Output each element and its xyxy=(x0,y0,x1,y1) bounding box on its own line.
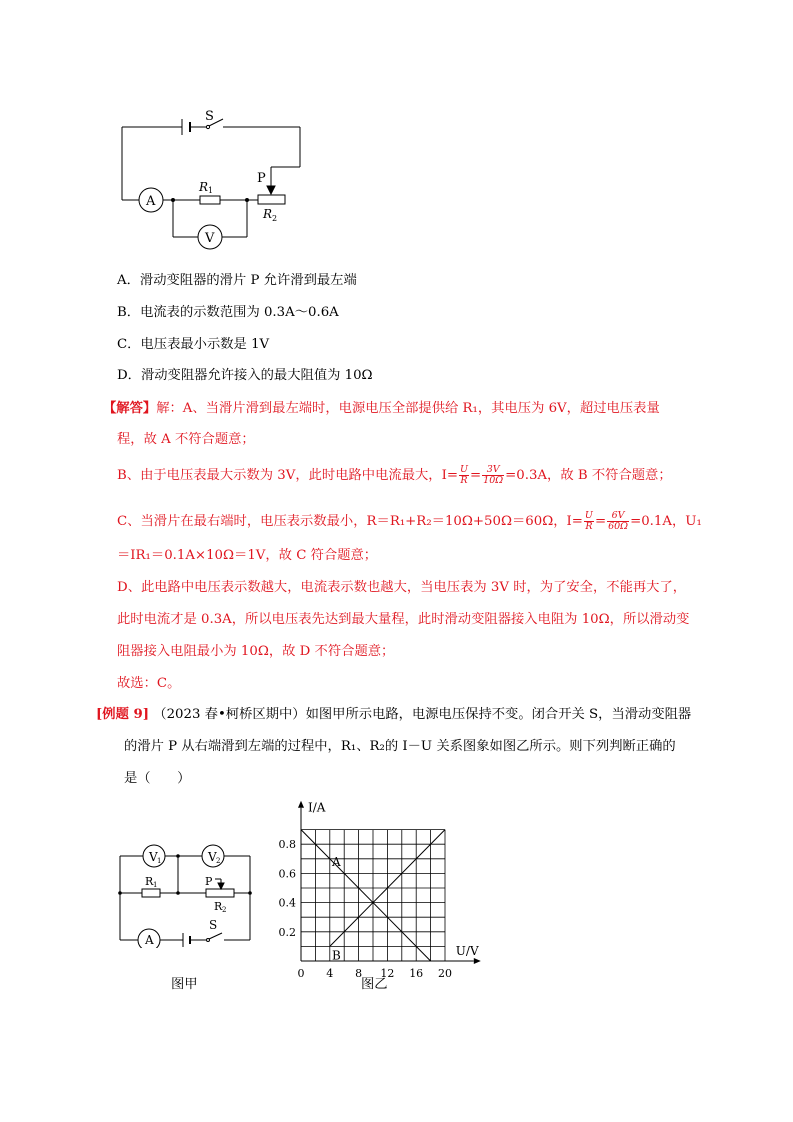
x-tick-label: 4 xyxy=(326,967,334,980)
example-9-line-2: 的滑片 P 从右端滑到左端的过程中，R₁、R₂的 I－U 关系图象如图乙所示。则下列判断正确的 xyxy=(124,739,676,754)
switch-label: S xyxy=(205,109,214,124)
series-label-b: B xyxy=(331,948,341,963)
answer-line-c2: ＝IR₁＝0.1A×10Ω＝1V，故 C 符合题意； xyxy=(117,548,378,563)
fraction-values xyxy=(482,465,504,486)
fraction-denominator: R xyxy=(460,475,468,486)
answer-line-b xyxy=(117,465,672,486)
chart-axes xyxy=(298,801,481,964)
x-axis-label: U/V xyxy=(455,944,479,958)
r2-label: R xyxy=(214,900,223,913)
chart-labels xyxy=(279,801,479,980)
answer-line-d1: D、此电路中电压表示数越大，电流表示数也越大，当电压表为 3V 时，为了安全，不能再大了， xyxy=(117,580,687,595)
answer-tag: 【解答】 xyxy=(103,401,157,416)
r2-sub: 2 xyxy=(272,214,278,223)
answer-text: 解：A、当滑片滑到最左端时，电源电压全部提供给 R₁，其电压为 6V，超过电压表量 xyxy=(156,401,660,416)
switch-lever xyxy=(209,933,222,939)
v2-label: V xyxy=(208,850,217,864)
x-tick-label: 20 xyxy=(438,967,452,980)
fraction-numerator: 6V xyxy=(607,511,629,522)
answer-line-c xyxy=(117,511,702,532)
fraction-numerator: U xyxy=(584,510,593,521)
series-line-a xyxy=(301,830,431,961)
slider-arrow-head xyxy=(267,186,275,194)
r1-sub: 1 xyxy=(208,186,214,195)
switch-label: S xyxy=(209,918,218,932)
series-label-a: A xyxy=(331,855,341,870)
equals-sign: = xyxy=(470,468,482,483)
resistor-r1 xyxy=(142,889,160,897)
ammeter-label: A xyxy=(146,194,156,209)
iu-chart xyxy=(268,800,488,980)
option-d: D．滑动变阻器允许接入的最大阻值为 10Ω xyxy=(117,368,373,383)
caption-jia: 图甲 xyxy=(171,977,198,992)
fraction-numerator: U xyxy=(460,464,469,475)
example-9-line-3: 是（ ） xyxy=(124,771,191,786)
x-tick-label: 8 xyxy=(355,967,363,980)
resistor-r2 xyxy=(206,889,234,897)
example-9-line-1 xyxy=(96,706,691,724)
answer-choice: 故选：C。 xyxy=(117,676,181,691)
answer-line-d3: 阻器接入电阻最小为 10Ω，故 D 不符合题意； xyxy=(117,644,395,659)
fraction-denominator: 10Ω xyxy=(483,475,504,486)
p-label: P xyxy=(205,875,213,888)
fraction-denominator: R xyxy=(585,521,593,532)
r1-sub: 1 xyxy=(153,881,158,889)
r1-label: R xyxy=(145,875,154,888)
fraction-denominator: 60Ω xyxy=(608,521,629,532)
ammeter-label: A xyxy=(145,933,154,947)
x-axis-arrow xyxy=(474,958,481,964)
circuit-diagram-2 xyxy=(110,838,260,948)
fraction-u-over-r xyxy=(584,511,594,532)
fraction-values xyxy=(607,511,629,532)
option-c: C．电压表最小示数是 1V xyxy=(117,337,270,352)
caption-yi: 图乙 xyxy=(361,977,388,992)
v1-label: V xyxy=(149,850,158,864)
junction-dot xyxy=(245,198,249,202)
resistor-r2 xyxy=(258,195,285,204)
y-axis-label: I/A xyxy=(308,800,326,815)
y-tick-label: 0.8 xyxy=(278,838,296,852)
chart-grid xyxy=(301,830,445,961)
answer-line-1 xyxy=(103,400,660,418)
equals-sign: = xyxy=(594,514,607,529)
option-b: B．电流表的示数范围为 0.3A～0.6A xyxy=(117,305,339,320)
answer-line-2: 程，故 A 不符合题意； xyxy=(117,432,255,447)
option-a: A．滑动变阻器的滑片 P 允许滑到最左端 xyxy=(117,273,357,288)
v2-sub: 2 xyxy=(216,857,221,865)
resistor-r1 xyxy=(200,196,220,204)
y-tick-label: 0.4 xyxy=(278,896,296,910)
y-tick-label: 0.6 xyxy=(278,867,296,881)
fraction-numerator: 3V xyxy=(482,465,504,476)
answer-line-d2: 此时电流才是 0.3A，所以电压表先达到最大量程，此时滑动变阻器接入电阻为 10Ω，所以滑动变 xyxy=(117,612,690,627)
fraction-u-over-r xyxy=(459,465,469,486)
answer-b-text: B、由于电压表最大示数为 3V，此时电路中电流最大，I= xyxy=(117,468,458,483)
slider-label: P xyxy=(257,171,266,186)
y-tick-label: 0.2 xyxy=(278,925,296,939)
x-tick-label: 12 xyxy=(380,967,395,980)
answer-b-result: =0.3A，故 B 不符合题意； xyxy=(505,468,672,483)
v1-sub: 1 xyxy=(157,857,162,865)
circuit-diagram-1 xyxy=(110,100,330,260)
r2-label: R xyxy=(263,207,273,221)
answer-c-text: C、当滑片在最右端时，电压表示数最小，R＝R₁+R₂＝10Ω+50Ω＝60Ω，I= xyxy=(117,514,583,529)
junction-dot xyxy=(171,198,175,202)
r2-sub: 2 xyxy=(222,906,227,914)
example-tag: [例题 9] xyxy=(96,707,150,722)
voltmeter-label: V xyxy=(205,231,215,246)
y-axis-arrow xyxy=(298,801,304,808)
x-tick-label: 16 xyxy=(409,967,424,980)
example-text: （2023 春•柯桥区期中）如图甲所示电路，电源电压保持不变。闭合开关 S，当滑动变阻器 xyxy=(153,707,692,722)
r1-label: R xyxy=(199,180,209,194)
x-tick-label: 0 xyxy=(297,967,305,980)
slider-arrow-head xyxy=(218,883,224,889)
answer-c-result: =0.1A，U₁ xyxy=(630,514,702,529)
